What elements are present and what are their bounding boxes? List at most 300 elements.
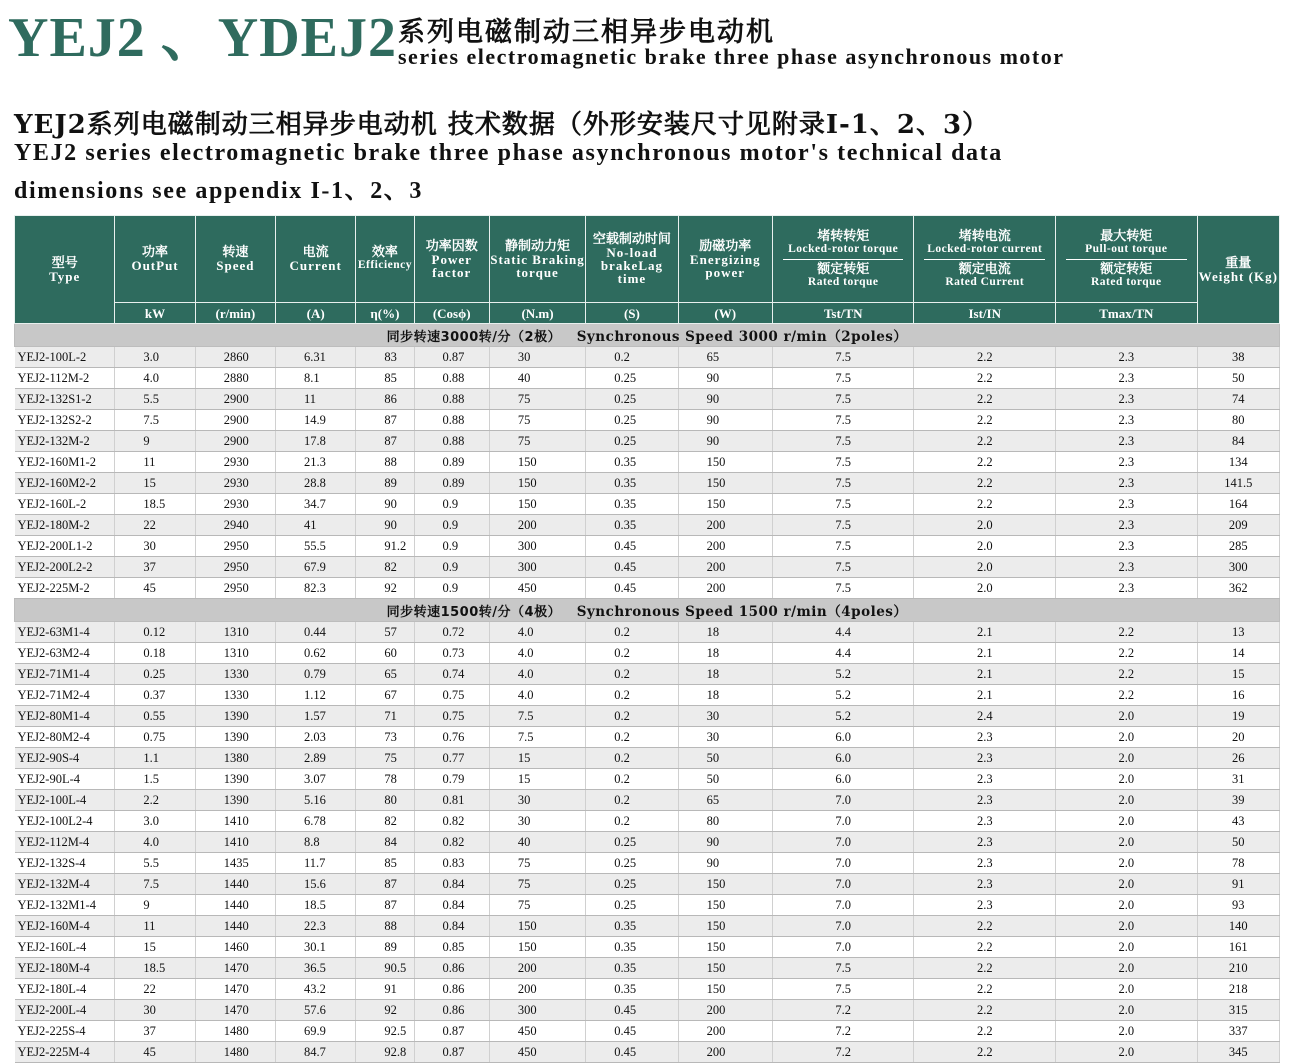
cell-speed: 1440 xyxy=(195,874,275,895)
brand-header xyxy=(0,0,1296,80)
cell-locked-current-ratio: 2.0 xyxy=(914,536,1056,557)
table-row xyxy=(15,578,1280,599)
cell-efficiency: 80 xyxy=(356,790,414,811)
cell-output: 2.2 xyxy=(115,790,195,811)
cell-speed: 1310 xyxy=(195,622,275,643)
col-header-speed xyxy=(195,216,275,303)
table-row xyxy=(15,811,1280,832)
cell-current: 30.1 xyxy=(276,937,356,958)
cell-weight: 161 xyxy=(1197,937,1279,958)
cell-energizing-power: 18 xyxy=(678,643,772,664)
cell-locked-current-ratio: 2.2 xyxy=(914,431,1056,452)
cell-type: YEJ2-71M2-4 xyxy=(15,685,115,706)
col-header-locked-current-cn2: 额定电流 xyxy=(958,261,1011,277)
unit-locked-torque: Tst/TN xyxy=(772,303,914,324)
cell-brake-lag: 0.35 xyxy=(586,515,678,536)
cell-speed: 2900 xyxy=(195,431,275,452)
cell-power-factor: 0.89 xyxy=(414,452,489,473)
cell-max-torque-ratio: 2.0 xyxy=(1056,1000,1198,1021)
cell-power-factor: 0.82 xyxy=(414,811,489,832)
col-header-efficiency-en: Efficiency xyxy=(357,259,413,271)
cell-energizing-power: 30 xyxy=(678,706,772,727)
cell-braking-torque: 450 xyxy=(489,1021,585,1042)
cell-locked-current-ratio: 2.2 xyxy=(914,1000,1056,1021)
cell-efficiency: 87 xyxy=(356,874,414,895)
cell-locked-current-ratio: 2.2 xyxy=(914,1042,1056,1063)
cell-max-torque-ratio: 2.2 xyxy=(1056,643,1198,664)
col-header-max-torque-cn: 最大转矩 xyxy=(1100,228,1153,244)
cell-efficiency: 88 xyxy=(356,452,414,473)
page-title-cn: YEJ2系列电磁制动三相异步电动机 技术数据（外形安装尺寸见附录I-1、2、3） xyxy=(14,110,990,140)
cell-speed: 1390 xyxy=(195,769,275,790)
cell-max-torque-ratio: 2.0 xyxy=(1056,874,1198,895)
cell-output: 30 xyxy=(115,536,195,557)
cell-power-factor: 0.84 xyxy=(414,874,489,895)
cell-locked-torque-ratio: 7.5 xyxy=(772,431,914,452)
cell-current: 0.79 xyxy=(276,664,356,685)
cell-weight: 362 xyxy=(1197,578,1279,599)
unit-current: (A) xyxy=(276,303,356,324)
cell-energizing-power: 150 xyxy=(678,958,772,979)
page-title-en: YEJ2 series electromagnetic brake three phase asynchronous motor's technical data xyxy=(14,140,1003,166)
section-title-cn: 同步转速1500转/分（4极） xyxy=(386,605,562,620)
cell-braking-torque: 30 xyxy=(489,347,585,368)
table-row xyxy=(15,937,1280,958)
cell-max-torque-ratio: 2.0 xyxy=(1056,916,1198,937)
cell-braking-torque: 4.0 xyxy=(489,643,585,664)
cell-weight: 93 xyxy=(1197,895,1279,916)
cell-output: 30 xyxy=(115,1000,195,1021)
cell-type: YEJ2-200L-4 xyxy=(15,1000,115,1021)
col-header-locked-current-en: Locked-rotor current xyxy=(927,242,1043,255)
cell-current: 17.8 xyxy=(276,431,356,452)
cell-efficiency: 85 xyxy=(356,853,414,874)
cell-power-factor: 0.87 xyxy=(414,347,489,368)
cell-locked-torque-ratio: 5.2 xyxy=(772,685,914,706)
col-header-output xyxy=(115,216,195,303)
cell-locked-current-ratio: 2.3 xyxy=(914,874,1056,895)
cell-output: 4.0 xyxy=(115,368,195,389)
cell-brake-lag: 0.2 xyxy=(586,727,678,748)
cell-output: 37 xyxy=(115,557,195,578)
cell-output: 0.37 xyxy=(115,685,195,706)
cell-speed: 1410 xyxy=(195,832,275,853)
cell-braking-torque: 150 xyxy=(489,494,585,515)
cell-efficiency: 57 xyxy=(356,622,414,643)
cell-locked-current-ratio: 2.0 xyxy=(914,557,1056,578)
cell-locked-torque-ratio: 7.0 xyxy=(772,874,914,895)
cell-brake-lag: 0.25 xyxy=(586,832,678,853)
cell-output: 22 xyxy=(115,979,195,1000)
cell-energizing-power: 200 xyxy=(678,515,772,536)
cell-braking-torque: 75 xyxy=(489,389,585,410)
cell-speed: 1470 xyxy=(195,958,275,979)
col-header-output-en: OutPut xyxy=(131,258,179,273)
cell-braking-torque: 200 xyxy=(489,515,585,536)
col-header-type xyxy=(15,216,115,324)
cell-locked-torque-ratio: 7.5 xyxy=(772,368,914,389)
cell-brake-lag: 0.2 xyxy=(586,748,678,769)
cell-brake-lag: 0.25 xyxy=(586,389,678,410)
cell-efficiency: 87 xyxy=(356,895,414,916)
cell-current: 6.78 xyxy=(276,811,356,832)
cell-power-factor: 0.83 xyxy=(414,853,489,874)
cell-output: 0.75 xyxy=(115,727,195,748)
cell-energizing-power: 150 xyxy=(678,452,772,473)
cell-efficiency: 90 xyxy=(356,515,414,536)
col-header-locked-torque-cn: 堵转转矩 xyxy=(817,228,870,244)
cell-braking-torque: 40 xyxy=(489,832,585,853)
cell-brake-lag: 0.2 xyxy=(586,347,678,368)
cell-locked-current-ratio: 2.3 xyxy=(914,832,1056,853)
cell-brake-lag: 0.25 xyxy=(586,853,678,874)
cell-locked-torque-ratio: 7.5 xyxy=(772,557,914,578)
cell-weight: 78 xyxy=(1197,853,1279,874)
cell-locked-current-ratio: 2.2 xyxy=(914,494,1056,515)
cell-locked-torque-ratio: 7.2 xyxy=(772,1021,914,1042)
col-header-locked-current xyxy=(914,216,1056,303)
cell-current: 18.5 xyxy=(276,895,356,916)
cell-type: YEJ2-160L-2 xyxy=(15,494,115,515)
cell-efficiency: 90.5 xyxy=(356,958,414,979)
cell-locked-current-ratio: 2.1 xyxy=(914,685,1056,706)
cell-output: 9 xyxy=(115,431,195,452)
cell-current: 6.31 xyxy=(276,347,356,368)
cell-braking-torque: 15 xyxy=(489,748,585,769)
col-header-power-factor-cn: 功率因数 xyxy=(425,238,478,254)
cell-brake-lag: 0.45 xyxy=(586,536,678,557)
cell-power-factor: 0.76 xyxy=(414,727,489,748)
page-title-en-line2: dimensions see appendix I-1、2、3 xyxy=(14,178,423,204)
cell-brake-lag: 0.25 xyxy=(586,895,678,916)
cell-brake-lag: 0.45 xyxy=(586,1021,678,1042)
col-header-locked-torque-en: Locked-rotor torque xyxy=(788,242,899,255)
cell-braking-torque: 40 xyxy=(489,368,585,389)
cell-power-factor: 0.81 xyxy=(414,790,489,811)
col-header-locked-current-cn: 堵转电流 xyxy=(958,228,1011,244)
cell-current: 55.5 xyxy=(276,536,356,557)
cell-locked-torque-ratio: 7.5 xyxy=(772,452,914,473)
cell-braking-torque: 75 xyxy=(489,410,585,431)
cell-efficiency: 91 xyxy=(356,979,414,1000)
cell-locked-current-ratio: 2.3 xyxy=(914,895,1056,916)
cell-power-factor: 0.74 xyxy=(414,664,489,685)
cell-speed: 1480 xyxy=(195,1021,275,1042)
cell-weight: 91 xyxy=(1197,874,1279,895)
unit-output: kW xyxy=(115,303,195,324)
cell-current: 28.8 xyxy=(276,473,356,494)
cell-current: 69.9 xyxy=(276,1021,356,1042)
cell-output: 7.5 xyxy=(115,410,195,431)
cell-braking-torque: 450 xyxy=(489,578,585,599)
cell-max-torque-ratio: 2.0 xyxy=(1056,727,1198,748)
cell-locked-torque-ratio: 7.0 xyxy=(772,895,914,916)
cell-energizing-power: 50 xyxy=(678,769,772,790)
cell-weight: 15 xyxy=(1197,664,1279,685)
cell-weight: 141.5 xyxy=(1197,473,1279,494)
cell-energizing-power: 90 xyxy=(678,832,772,853)
cell-weight: 39 xyxy=(1197,790,1279,811)
cell-power-factor: 0.79 xyxy=(414,769,489,790)
table-row xyxy=(15,431,1280,452)
cell-speed: 1440 xyxy=(195,895,275,916)
cell-energizing-power: 90 xyxy=(678,389,772,410)
cell-energizing-power: 50 xyxy=(678,748,772,769)
cell-efficiency: 92.8 xyxy=(356,1042,414,1063)
cell-speed: 1310 xyxy=(195,643,275,664)
cell-weight: 80 xyxy=(1197,410,1279,431)
table-row xyxy=(15,979,1280,1000)
cell-locked-current-ratio: 2.3 xyxy=(914,748,1056,769)
cell-locked-torque-ratio: 7.0 xyxy=(772,916,914,937)
cell-locked-current-ratio: 2.2 xyxy=(914,368,1056,389)
cell-weight: 31 xyxy=(1197,769,1279,790)
cell-efficiency: 87 xyxy=(356,431,414,452)
cell-locked-current-ratio: 2.2 xyxy=(914,958,1056,979)
section-title xyxy=(15,324,1280,347)
cell-type: YEJ2-100L-4 xyxy=(15,790,115,811)
cell-braking-torque: 4.0 xyxy=(489,664,585,685)
cell-energizing-power: 150 xyxy=(678,874,772,895)
cell-brake-lag: 0.45 xyxy=(586,557,678,578)
cell-energizing-power: 150 xyxy=(678,473,772,494)
cell-weight: 134 xyxy=(1197,452,1279,473)
cell-braking-torque: 150 xyxy=(489,452,585,473)
cell-output: 22 xyxy=(115,515,195,536)
cell-current: 2.89 xyxy=(276,748,356,769)
cell-power-factor: 0.9 xyxy=(414,536,489,557)
cell-weight: 16 xyxy=(1197,685,1279,706)
col-header-energizing-power-en: Energizing power xyxy=(689,251,761,280)
cell-weight: 285 xyxy=(1197,536,1279,557)
cell-weight: 300 xyxy=(1197,557,1279,578)
cell-current: 84.7 xyxy=(276,1042,356,1063)
cell-locked-torque-ratio: 4.4 xyxy=(772,643,914,664)
table-row xyxy=(15,643,1280,664)
cell-locked-torque-ratio: 7.5 xyxy=(772,578,914,599)
cell-type: YEJ2-132M-4 xyxy=(15,874,115,895)
cell-locked-current-ratio: 2.1 xyxy=(914,664,1056,685)
cell-weight: 164 xyxy=(1197,494,1279,515)
cell-speed: 2950 xyxy=(195,578,275,599)
cell-current: 22.3 xyxy=(276,916,356,937)
cell-locked-torque-ratio: 7.0 xyxy=(772,832,914,853)
section-title-en: Synchronous Speed 1500 r/min（4poles） xyxy=(576,604,908,620)
col-header-current xyxy=(276,216,356,303)
col-header-speed-cn: 转速 xyxy=(222,245,249,260)
col-header-current-en: Current xyxy=(289,258,342,273)
cell-locked-torque-ratio: 7.2 xyxy=(772,1000,914,1021)
cell-braking-torque: 7.5 xyxy=(489,706,585,727)
cell-max-torque-ratio: 2.3 xyxy=(1056,515,1198,536)
cell-power-factor: 0.84 xyxy=(414,895,489,916)
cell-max-torque-ratio: 2.0 xyxy=(1056,979,1198,1000)
cell-braking-torque: 150 xyxy=(489,916,585,937)
cell-energizing-power: 200 xyxy=(678,578,772,599)
cell-power-factor: 0.9 xyxy=(414,557,489,578)
cell-max-torque-ratio: 2.3 xyxy=(1056,347,1198,368)
cell-max-torque-ratio: 2.3 xyxy=(1056,494,1198,515)
cell-energizing-power: 150 xyxy=(678,494,772,515)
table-row xyxy=(15,536,1280,557)
table-row xyxy=(15,874,1280,895)
cell-speed: 2880 xyxy=(195,368,275,389)
col-header-type-en: Type xyxy=(49,268,81,284)
cell-energizing-power: 200 xyxy=(678,1000,772,1021)
cell-type: YEJ2-112M-4 xyxy=(15,832,115,853)
cell-current: 14.9 xyxy=(276,410,356,431)
cell-current: 67.9 xyxy=(276,557,356,578)
cell-locked-torque-ratio: 7.0 xyxy=(772,853,914,874)
cell-efficiency: 88 xyxy=(356,916,414,937)
col-header-weight-cn: 重量 xyxy=(1225,255,1252,271)
cell-weight: 19 xyxy=(1197,706,1279,727)
cell-weight: 315 xyxy=(1197,1000,1279,1021)
cell-power-factor: 0.88 xyxy=(414,410,489,431)
cell-power-factor: 0.87 xyxy=(414,1042,489,1063)
cell-power-factor: 0.87 xyxy=(414,1021,489,1042)
cell-power-factor: 0.9 xyxy=(414,494,489,515)
cell-brake-lag: 0.35 xyxy=(586,916,678,937)
cell-locked-torque-ratio: 7.5 xyxy=(772,347,914,368)
cell-efficiency: 67 xyxy=(356,685,414,706)
cell-type: YEJ2-90S-4 xyxy=(15,748,115,769)
section-2-poles xyxy=(15,324,1280,599)
cell-energizing-power: 90 xyxy=(678,853,772,874)
cell-locked-current-ratio: 2.3 xyxy=(914,790,1056,811)
cell-output: 5.5 xyxy=(115,853,195,874)
cell-current: 5.16 xyxy=(276,790,356,811)
cell-energizing-power: 80 xyxy=(678,811,772,832)
table-row xyxy=(15,916,1280,937)
cell-efficiency: 78 xyxy=(356,769,414,790)
cell-brake-lag: 0.35 xyxy=(586,958,678,979)
cell-efficiency: 91.2 xyxy=(356,536,414,557)
cell-weight: 26 xyxy=(1197,748,1279,769)
cell-brake-lag: 0.35 xyxy=(586,937,678,958)
table-row xyxy=(15,790,1280,811)
cell-type: YEJ2-132S-4 xyxy=(15,853,115,874)
cell-efficiency: 87 xyxy=(356,410,414,431)
cell-max-torque-ratio: 2.0 xyxy=(1056,832,1198,853)
cell-speed: 1390 xyxy=(195,706,275,727)
cell-weight: 140 xyxy=(1197,916,1279,937)
cell-current: 43.2 xyxy=(276,979,356,1000)
cell-output: 45 xyxy=(115,578,195,599)
cell-output: 0.12 xyxy=(115,622,195,643)
cell-output: 0.55 xyxy=(115,706,195,727)
table-row xyxy=(15,557,1280,578)
cell-power-factor: 0.86 xyxy=(414,1000,489,1021)
unit-efficiency: η(%) xyxy=(356,303,414,324)
cell-locked-torque-ratio: 7.2 xyxy=(772,1042,914,1063)
col-header-max-torque xyxy=(1056,216,1198,303)
cell-power-factor: 0.9 xyxy=(414,578,489,599)
cell-braking-torque: 75 xyxy=(489,853,585,874)
section-4-poles xyxy=(15,599,1280,1063)
unit-speed: (r/min) xyxy=(195,303,275,324)
cell-output: 4.0 xyxy=(115,832,195,853)
cell-type: YEJ2-90L-4 xyxy=(15,769,115,790)
cell-current: 8.8 xyxy=(276,832,356,853)
cell-speed: 1330 xyxy=(195,685,275,706)
cell-output: 9 xyxy=(115,895,195,916)
table-row xyxy=(15,452,1280,473)
cell-speed: 2900 xyxy=(195,410,275,431)
cell-output: 1.1 xyxy=(115,748,195,769)
cell-energizing-power: 65 xyxy=(678,790,772,811)
cell-max-torque-ratio: 2.3 xyxy=(1056,473,1198,494)
cell-max-torque-ratio: 2.0 xyxy=(1056,748,1198,769)
cell-output: 15 xyxy=(115,937,195,958)
brand-subtitle-en: series electromagnetic brake three phase asynchronous motor xyxy=(398,44,1065,69)
cell-locked-current-ratio: 2.2 xyxy=(914,979,1056,1000)
cell-locked-current-ratio: 2.2 xyxy=(914,347,1056,368)
cell-energizing-power: 90 xyxy=(678,410,772,431)
cell-power-factor: 0.88 xyxy=(414,389,489,410)
cell-max-torque-ratio: 2.3 xyxy=(1056,410,1198,431)
cell-max-torque-ratio: 2.2 xyxy=(1056,685,1198,706)
cell-braking-torque: 300 xyxy=(489,536,585,557)
cell-efficiency: 89 xyxy=(356,937,414,958)
cell-type: YEJ2-132M-2 xyxy=(15,431,115,452)
unit-power-factor: (Cosϕ) xyxy=(414,303,489,324)
table-row xyxy=(15,1000,1280,1021)
cell-current: 21.3 xyxy=(276,452,356,473)
cell-output: 0.18 xyxy=(115,643,195,664)
cell-power-factor: 0.88 xyxy=(414,431,489,452)
fraction-line xyxy=(924,259,1045,260)
cell-weight: 50 xyxy=(1197,368,1279,389)
cell-braking-torque: 200 xyxy=(489,958,585,979)
cell-type: YEJ2-132M1-4 xyxy=(15,895,115,916)
cell-locked-torque-ratio: 7.5 xyxy=(772,389,914,410)
cell-locked-torque-ratio: 7.0 xyxy=(772,811,914,832)
cell-locked-current-ratio: 2.1 xyxy=(914,622,1056,643)
table-row xyxy=(15,473,1280,494)
cell-braking-torque: 450 xyxy=(489,1042,585,1063)
cell-type: YEJ2-160M1-2 xyxy=(15,452,115,473)
cell-type: YEJ2-180L-4 xyxy=(15,979,115,1000)
cell-locked-torque-ratio: 5.2 xyxy=(772,664,914,685)
cell-brake-lag: 0.45 xyxy=(586,578,678,599)
cell-braking-torque: 150 xyxy=(489,473,585,494)
cell-locked-current-ratio: 2.2 xyxy=(914,916,1056,937)
cell-weight: 209 xyxy=(1197,515,1279,536)
table-row xyxy=(15,1021,1280,1042)
cell-type: YEJ2-63M1-4 xyxy=(15,622,115,643)
table-row xyxy=(15,832,1280,853)
cell-speed: 1440 xyxy=(195,916,275,937)
table-row xyxy=(15,494,1280,515)
unit-locked-current: Ist/IN xyxy=(914,303,1056,324)
cell-max-torque-ratio: 2.0 xyxy=(1056,1042,1198,1063)
table-row xyxy=(15,769,1280,790)
col-header-efficiency-cn: 效率 xyxy=(371,245,398,260)
cell-type: YEJ2-80M2-4 xyxy=(15,727,115,748)
cell-efficiency: 86 xyxy=(356,389,414,410)
cell-current: 15.6 xyxy=(276,874,356,895)
cell-energizing-power: 200 xyxy=(678,1021,772,1042)
cell-speed: 1460 xyxy=(195,937,275,958)
cell-max-torque-ratio: 2.3 xyxy=(1056,389,1198,410)
cell-weight: 337 xyxy=(1197,1021,1279,1042)
cell-locked-current-ratio: 2.3 xyxy=(914,769,1056,790)
cell-power-factor: 0.75 xyxy=(414,706,489,727)
cell-brake-lag: 0.25 xyxy=(586,368,678,389)
col-header-braking-torque xyxy=(489,216,585,303)
cell-weight: 84 xyxy=(1197,431,1279,452)
